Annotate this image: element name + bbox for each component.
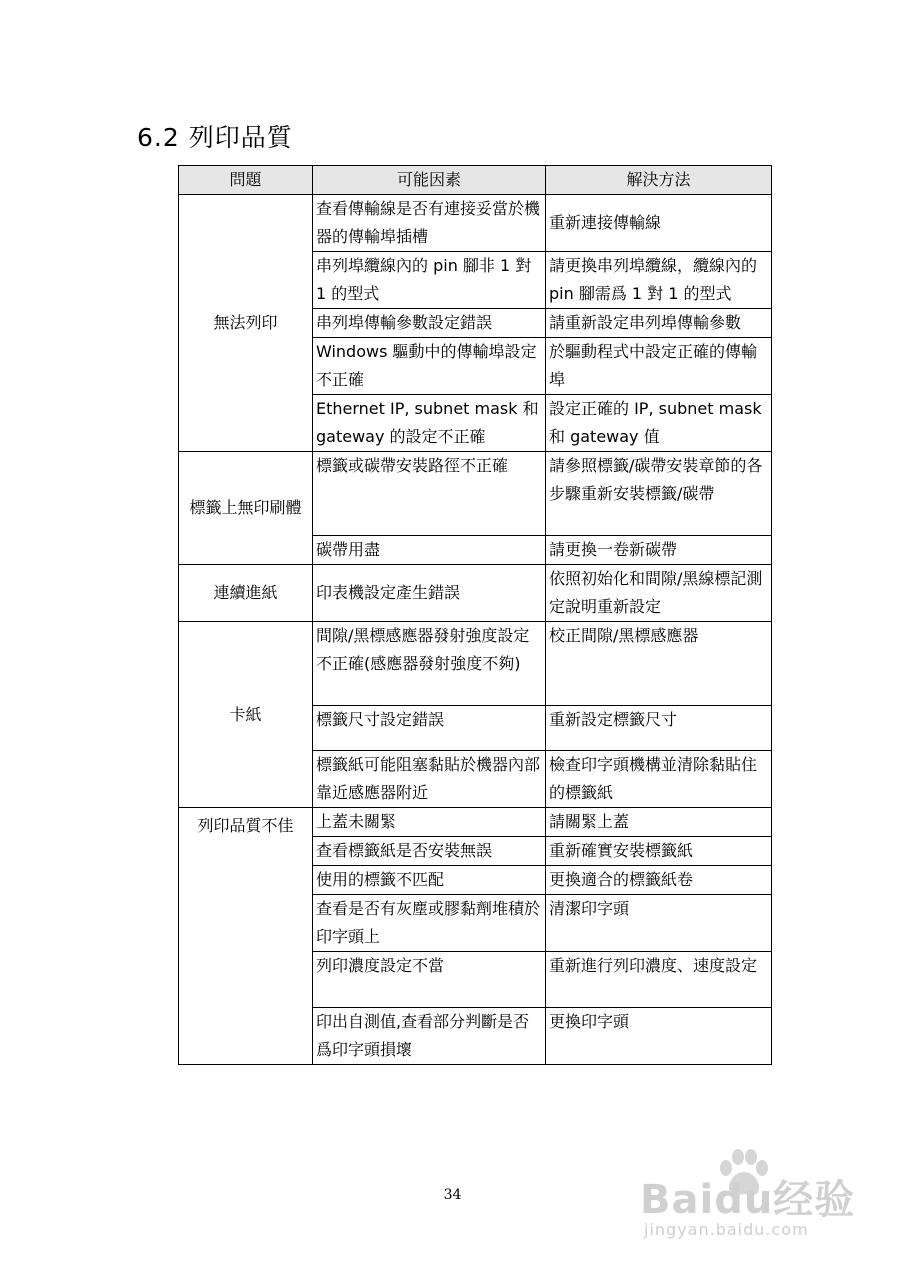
cause-cell: 查看傳輸線是否有連接妥當於機器的傳輸埠插槽 <box>313 195 546 252</box>
cause-cell: 印出自測值,查看部分判斷是否爲印字頭損壞 <box>313 1008 546 1065</box>
solution-cell: 更換印字頭 <box>546 1008 772 1065</box>
solution-cell: 於驅動程式中設定正確的傳輸埠 <box>546 338 772 395</box>
cause-cell: 碳帶用盡 <box>313 536 546 565</box>
solution-cell: 請重新設定串列埠傳輸參數 <box>546 309 772 338</box>
table-row <box>179 565 772 622</box>
troubleshooting-table <box>178 165 772 1065</box>
watermark-url: jingyan.baidu.com <box>644 1220 809 1239</box>
cause-cell: 標籤或碳帶安裝路徑不正確 <box>313 452 546 536</box>
table-row <box>179 622 772 706</box>
cause-cell: 上蓋未關緊 <box>313 808 546 837</box>
problem-cell: 連續進紙 <box>179 565 313 622</box>
solution-cell: 請關緊上蓋 <box>546 808 772 837</box>
watermark-logo-text: Baidu经验 <box>640 1177 856 1223</box>
cause-cell: Windows 驅動中的傳輸埠設定不正確 <box>313 338 546 395</box>
cause-cell: 串列埠纜線內的 pin 腳非 1 對 1 的型式 <box>313 252 546 309</box>
solution-cell: 請參照標籤/碳帶安裝章節的各步驟重新安裝標籤/碳帶 <box>546 452 772 536</box>
solution-cell: 重新設定標籤尺寸 <box>546 706 772 751</box>
solution-cell: 重新進行列印濃度、速度設定 <box>546 952 772 1008</box>
cause-cell: 印表機設定產生錯誤 <box>313 565 546 622</box>
cause-cell: 查看標籤紙是否安裝無誤 <box>313 837 546 866</box>
solution-cell: 請更換一卷新碳帶 <box>546 536 772 565</box>
solution-cell: 請更換串列埠纜線，纜線內的 pin 腳需爲 1 對 1 的型式 <box>546 252 772 309</box>
baidu-watermark <box>640 1148 860 1248</box>
cause-cell: 標籤紙可能阻塞黏貼於機器內部靠近感應器附近 <box>313 751 546 808</box>
column-header-cause: 可能因素 <box>313 166 546 195</box>
solution-cell: 檢查印字頭機構並清除黏貼住的標籤紙 <box>546 751 772 808</box>
page-title: 6.2 列印品質 <box>137 123 293 152</box>
solution-cell: 校正間隙/黑標感應器 <box>546 622 772 706</box>
problem-cell: 標籤上無印刷體 <box>179 452 313 565</box>
cause-cell: 使用的標籤不匹配 <box>313 866 546 895</box>
solution-cell: 清潔印字頭 <box>546 895 772 952</box>
cause-cell: 串列埠傳輸參數設定錯誤 <box>313 309 546 338</box>
problem-cell: 無法列印 <box>179 195 313 452</box>
problem-cell: 列印品質不佳 <box>179 808 313 1065</box>
cause-cell: 列印濃度設定不當 <box>313 952 546 1008</box>
cause-cell: Ethernet IP, subnet mask 和 gateway 的設定不正確 <box>313 395 546 452</box>
page-number: 34 <box>443 1187 462 1203</box>
cause-cell: 標籤尺寸設定錯誤 <box>313 706 546 751</box>
solution-cell: 重新確實安裝標籤紙 <box>546 837 772 866</box>
solution-cell: 重新連接傳輸線 <box>546 195 772 252</box>
solution-cell: 依照初始化和間隙/黑線標記測定說明重新設定 <box>546 565 772 622</box>
solution-cell: 設定正確的 IP, subnet mask 和 gateway 值 <box>546 395 772 452</box>
table-header-row <box>179 166 772 195</box>
table-row <box>179 808 772 837</box>
column-header-problem: 問題 <box>179 166 313 195</box>
column-header-solution: 解決方法 <box>546 166 772 195</box>
table-row <box>179 195 772 252</box>
table-row <box>179 452 772 536</box>
cause-cell: 間隙/黑標感應器發射強度設定不正確(感應器發射強度不夠) <box>313 622 546 706</box>
problem-cell: 卡紙 <box>179 622 313 808</box>
solution-cell: 更換適合的標籤紙卷 <box>546 866 772 895</box>
cause-cell: 查看是否有灰塵或膠黏劑堆積於印字頭上 <box>313 895 546 952</box>
